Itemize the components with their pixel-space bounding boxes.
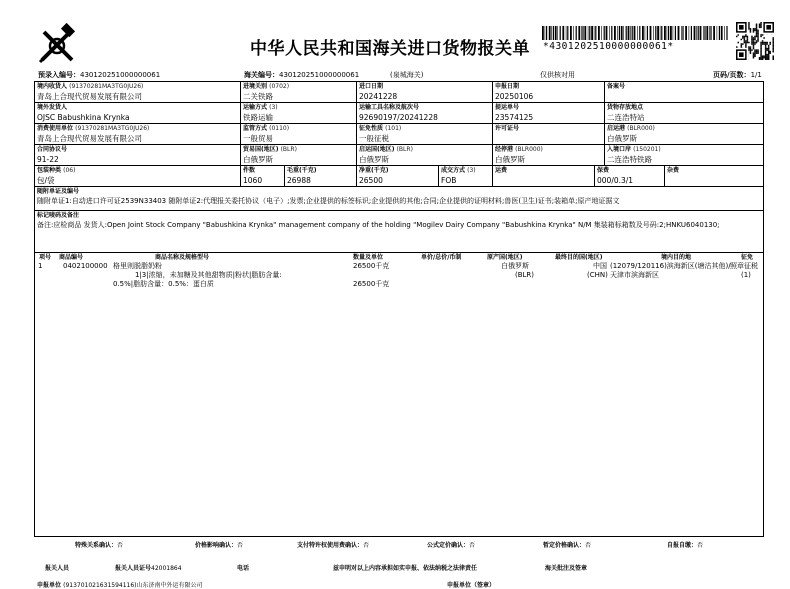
- trade-country-cell: 贸易国(地区) (BLR) 白俄罗斯: [241, 145, 357, 165]
- consignee-value: 青岛上合现代贸易发展有限公司: [37, 92, 142, 101]
- royalty-confirm: 支付特许权使用费确认：否: [297, 542, 370, 549]
- terms-cell: 成交方式 (3) FOB: [439, 166, 493, 186]
- license-cell: 许可证号: [493, 124, 605, 144]
- declare-unit-seal: 申报单位（签章）: [447, 582, 496, 589]
- goods-header-qty: 数量及单位: [353, 254, 384, 261]
- goods-header-price: 单价/总价/币制: [421, 254, 462, 261]
- form-row-5: [35, 166, 763, 187]
- qr-code: [736, 22, 774, 60]
- storage-cell: 货物存放地点 二连浩特站: [607, 104, 645, 122]
- goods-header-final-country: 最终目的国(地区): [555, 254, 603, 261]
- self-report-confirm: 自报自缴：否: [667, 542, 704, 549]
- marks-row: 标记唛码及备注 备注:应检商品 发货人:Open Joint Stock Company "Babushkina Krynka" management company of the holding "Mogilev Dairy Company "Babushkina Krynka" N/M 集装箱标箱数及号码:2;HNKU6040130;: [35, 211, 763, 253]
- barcode-text: *4301202510000000061*: [543, 41, 674, 52]
- phone-label: 电话: [237, 565, 250, 572]
- entry-port-cell: 入境口岸 (150201) 二连浩特铁路: [607, 146, 661, 164]
- price-impact-confirm: 价格影响确认：否: [195, 542, 244, 549]
- depart-country-cell: 启运国(地区) (BLR) 白俄罗斯: [357, 145, 493, 165]
- vessel-cell: 运输工具名称及航次号 92690197/20241228: [357, 103, 493, 123]
- declarant-cert: 报关人员证号42001864: [115, 565, 182, 572]
- consignee-cell: 境内收货人 (91370281MA3TG0JU26) 青岛上合现代贸易发展有限公司: [35, 82, 241, 102]
- pieces-cell: 件数 1060: [241, 166, 285, 186]
- form-row-1: [35, 82, 763, 103]
- transit-port-cell: 经停港 (BLR000) 白俄罗斯: [493, 145, 605, 165]
- attached-docs-text: 随附单证1:自动进口许可证2539N33403 随附单证2:代理报关委托协议（电子）;发票;企业提供的标签标识;企业提供的其他;合同;企业提供的证明材料;兽医(卫生)证书;装箱单;原产地证据文: [37, 197, 620, 205]
- declare-date-cell: 申报日期 20250106: [493, 82, 605, 102]
- entry-customs-cell: 进境关别 (0702) 二关铁路: [241, 82, 357, 102]
- misc-fee-cell: 杂费: [667, 167, 680, 174]
- goods-header-name: 商品名称及规格型号: [155, 254, 210, 261]
- gross-weight-cell: 毛重(千克) 26988: [285, 166, 357, 186]
- goods-header-hs-code: 商品编号: [59, 254, 84, 261]
- supervision-cell: 监管方式 (0110) 一般贸易: [241, 124, 357, 144]
- contract-cell: 合同协议号 91-22: [35, 145, 241, 165]
- form-row-2: [35, 103, 763, 124]
- customs-emblem-icon: [36, 24, 78, 66]
- page-count: 页码/页数：1/1: [713, 71, 762, 79]
- special-relation-confirm: 特殊关系确认：否: [75, 542, 124, 549]
- form-row-4: [35, 145, 763, 166]
- freight-cell: 运费: [493, 166, 595, 186]
- page-title: 中华人民共和国海关进口货物报关单: [250, 39, 530, 59]
- attached-docs-row: 随附单证及编号 随附单证1:自动进口许可证2539N33403 随附单证2:代理报关委托协议（电子）;发票;企业提供的标签标识;企业提供的其他;合同;企业提供的证明材料;兽医(卫生)证书;装箱单;原产地证据文: [35, 187, 763, 211]
- levy-nature-cell: 征免性质 (101) 一般征税: [357, 124, 493, 144]
- marks-text: 备注:应检商品 发货人:Open Joint Stock Company "Babushkina Krynka" management company of the holding "Mogilev Dairy Company "Babushkina Krynka" N/M 集装箱标箱数及号码:2;HNKU6040130;: [37, 221, 720, 229]
- declarant-label: 报关人员: [45, 565, 70, 572]
- transport-mode-cell: 运输方式 (3) 铁路运输: [241, 103, 357, 123]
- goods-header-origin: 原产国(地区): [487, 254, 523, 261]
- import-date-cell: 进口日期 20241228: [357, 82, 493, 102]
- form-row-3: [35, 124, 763, 145]
- pre-entry-number: 预录入编号：430120251000000061: [38, 71, 161, 79]
- goods-header-destination: 境内目的地: [661, 254, 692, 261]
- bl-cell: 提运单号 23574125: [493, 103, 605, 123]
- goods-header-levy: 征免: [741, 254, 754, 261]
- legal-statement: 兹申明对以上内容承担如实申报、依法纳税之法律责任: [333, 565, 478, 572]
- formula-price-confirm: 公式定价确认：否: [427, 542, 476, 549]
- provisional-price-confirm: 暂定价格确认：否: [543, 542, 592, 549]
- declaration-form: [34, 81, 764, 589]
- origin-port-cell: 启运港 (BLR000) 白俄罗斯: [607, 125, 655, 143]
- consumer-cell: 消费使用单位 (91370281MA3TG0JU26) 青岛上合现代贸易发展有限公司: [35, 124, 241, 144]
- goods-table: 项号 商品编号 商品名称及规格型号 数量及单位 单价/总价/币制 原产国(地区) 最终目的国(地区) 境内目的地 征免 1 0402100000 格里则脱脂奶粉 1|3|浓缩，未加糖及其他甜物质|粉状|脂肪含量: 0.5%|脂肪含量：0.5%：蛋白质 26500千克 26500千克 白俄罗斯 (BLR) 中国 (CHN) (12079/120116)滨海新区(塘沽其他)/天津市滨海新区 照章征税 (1) 特殊关系确认：否 价格影响确认：否 支付特许权使用费确认：否 公式定价确认：否 暂定价格确认：否 自报自缴：否 报关人员 报关人员证号42001864 电话 兹申明对以上内容承担如实申报、依法纳税之法律责任 申报单位 (913701021631594116)山东济南中外运有限公司 申报单位（签章） 海关批注及签章: [37, 254, 758, 589]
- declare-unit: 申报单位 (913701021631594116)山东济南中外运有限公司: [37, 582, 203, 589]
- insurance-cell: 保费 000/0.3/1: [595, 166, 665, 186]
- package-cell: 包装种类 (06) 包/袋: [35, 166, 241, 186]
- customs-name: (泉城海关): [390, 71, 424, 79]
- goods-header-item-no: 项号: [39, 254, 52, 261]
- customs-note-label: 海关批注及签章: [545, 565, 588, 572]
- customs-number: 海关编号：430120251000000061: [244, 71, 360, 79]
- shipper-cell: 境外发货人 OJSC Babushkina Krynka: [35, 103, 241, 123]
- record-no-cell: 备案号: [607, 83, 626, 90]
- net-weight-cell: 净重(千克) 26500: [357, 166, 439, 186]
- verify-note: 仅供核对用: [540, 71, 575, 79]
